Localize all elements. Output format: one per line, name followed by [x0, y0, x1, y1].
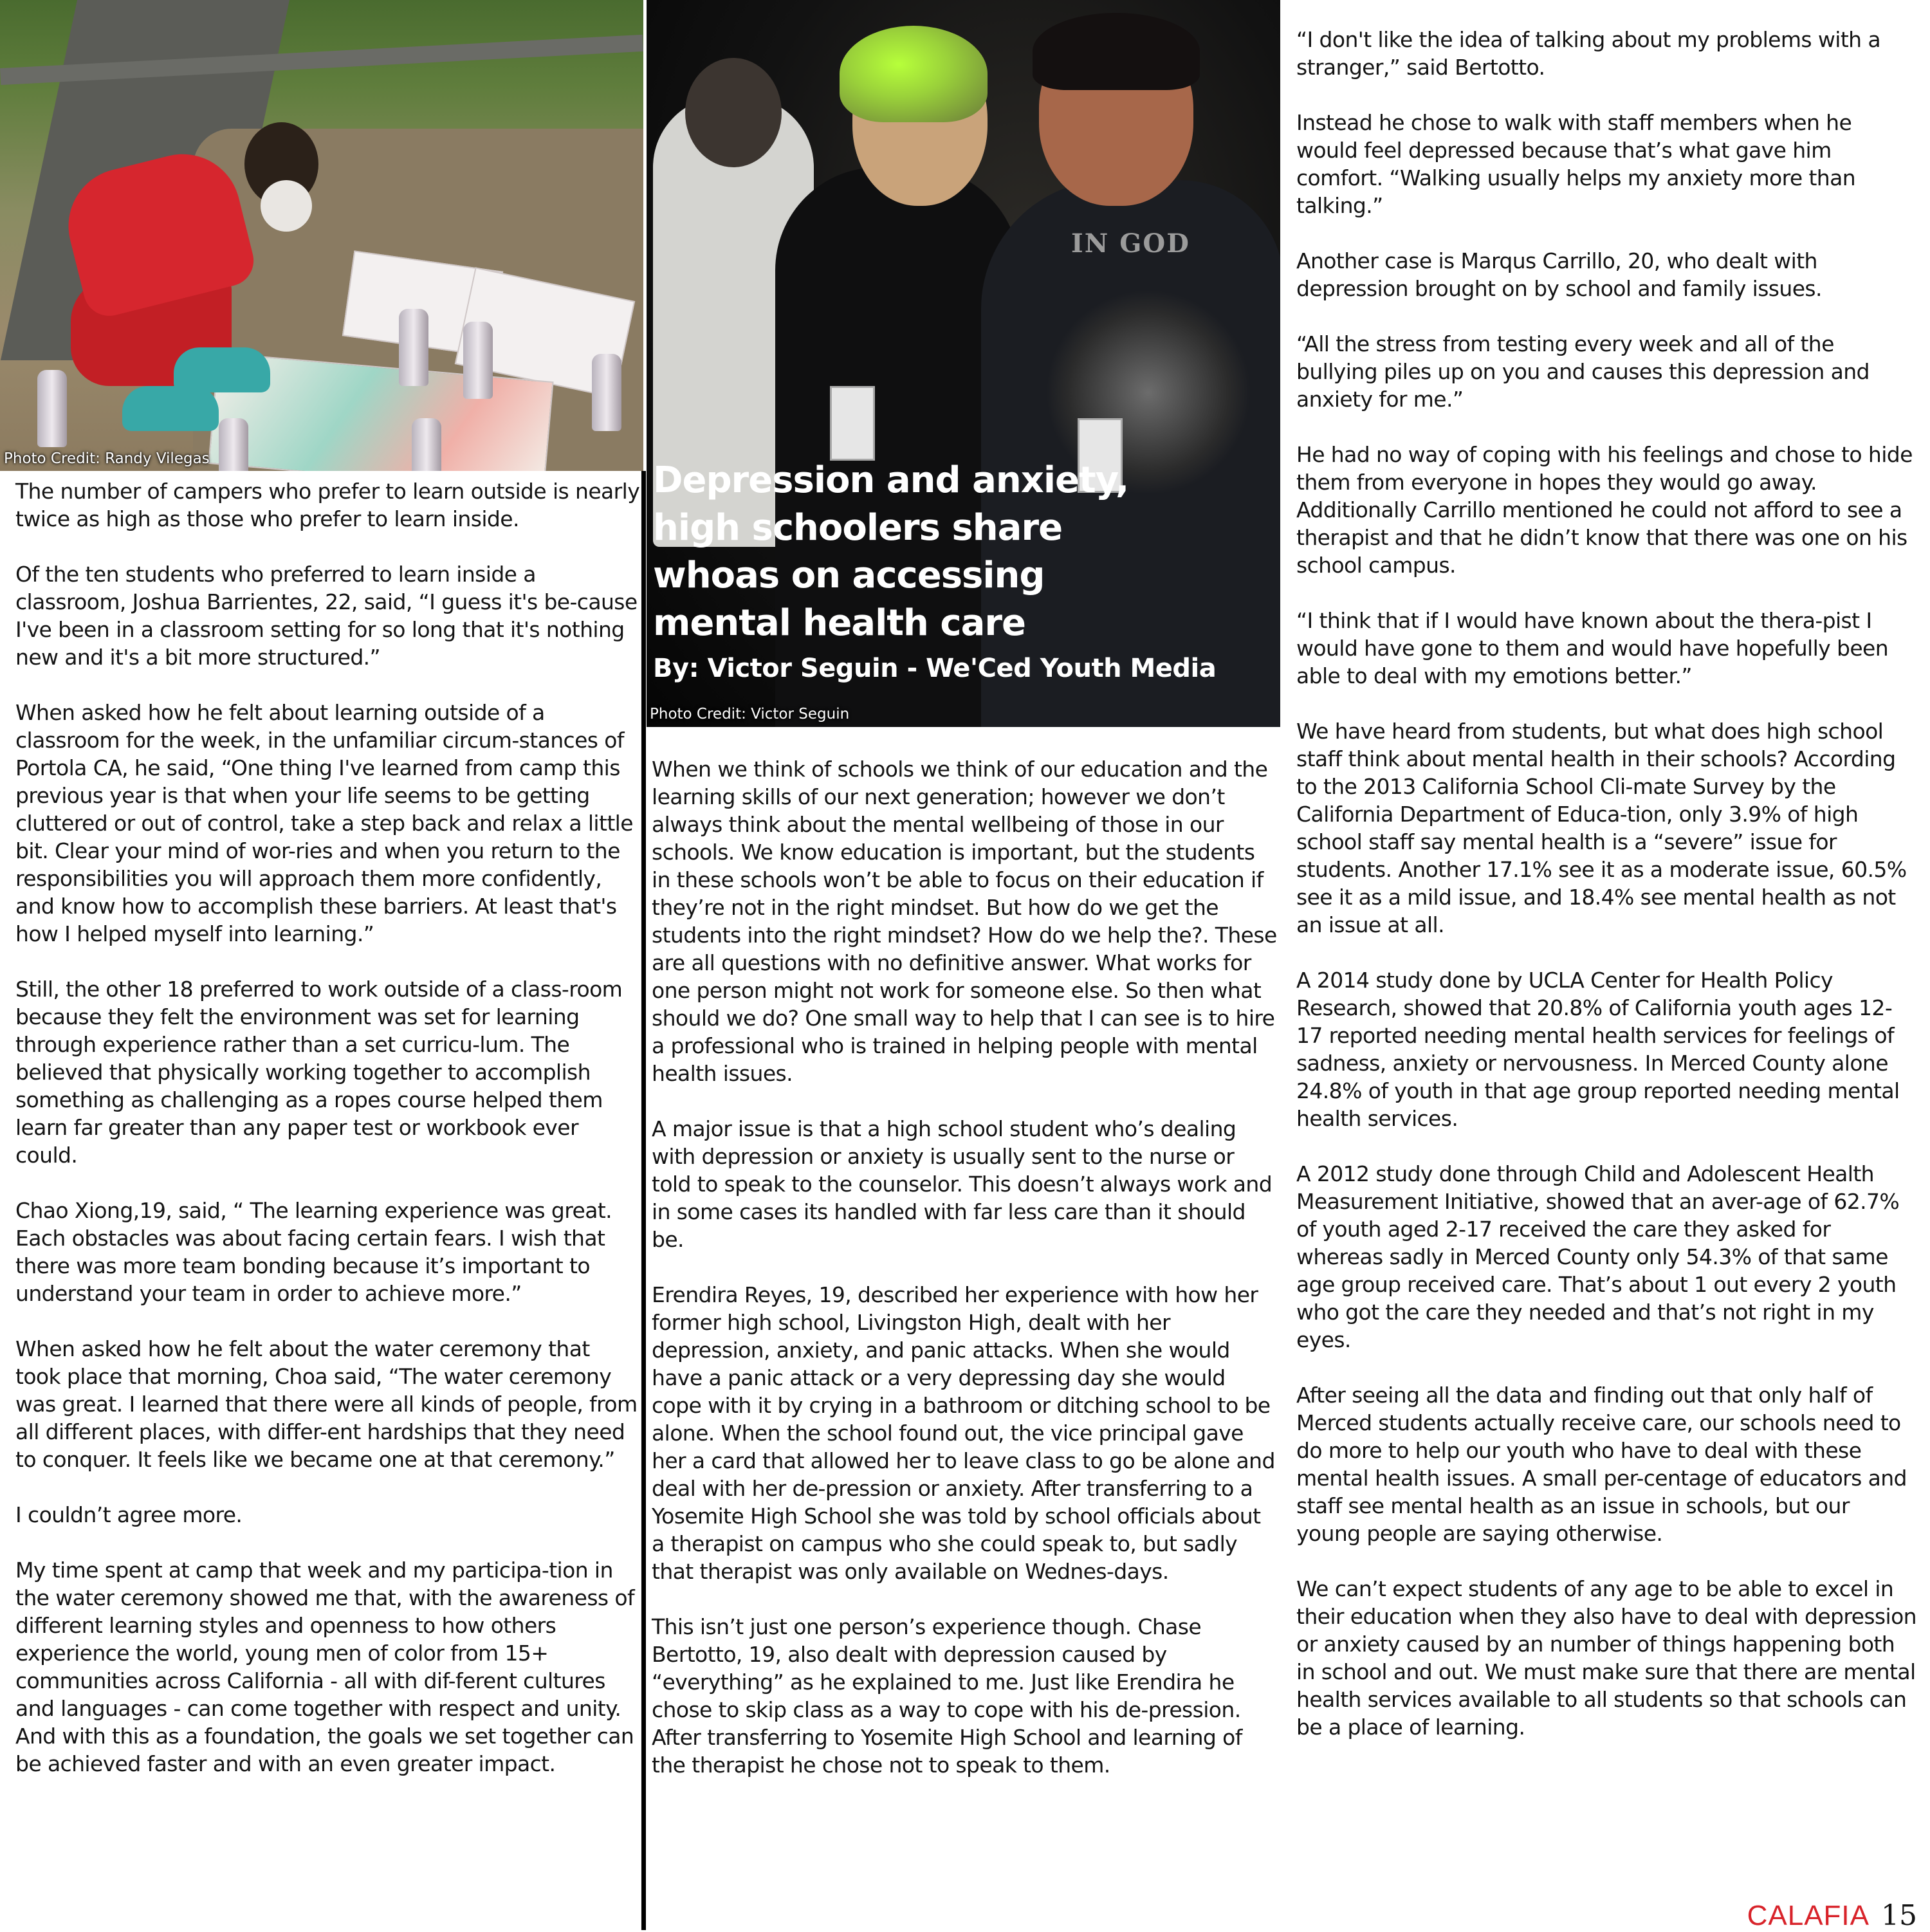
- sneaker: [174, 347, 270, 392]
- photo-credit-center: Photo Credit: Victor Seguin: [650, 706, 850, 722]
- paragraph: My time spent at camp that week and my participa-tion in the water ceremony showed me that, with the awareness of different learning styles and openness to how others experience the world, young men of color from 15+ communities across California - all with dif-ferent cultures and languages - can come together with respect and unity. And with this as a foundation, the goals we set together can be achieved faster and with an even greater impact.: [15, 1558, 635, 1776]
- headline-line: mental health care: [653, 602, 1025, 644]
- column-divider: [641, 471, 646, 1930]
- left-text-column: [15, 477, 641, 1778]
- paragraph: “All the stress from testing every week and all of the bullying piles up on you and causes this depression and anxiety for me.”: [1296, 331, 1870, 412]
- headline-line: Depression and anxiety,: [653, 459, 1129, 501]
- lanyard-badge: [830, 386, 875, 461]
- photo-person-left-head: [685, 58, 782, 167]
- shirt-lettering: IN GOD: [1071, 228, 1190, 259]
- photo-person-right-hair: [1033, 13, 1200, 90]
- article-byline: By: Victor Seguin - We'Ced Youth Media: [653, 654, 1217, 683]
- respirator-mask: [261, 180, 312, 232]
- sneaker: [122, 386, 219, 431]
- article-headline: [653, 457, 1271, 647]
- paragraph: A 2012 study done through Child and Adolescent Health Measurement Initiative, showed that an aver-age of 62.7% of youth aged 2-17 received the care they asked for whereas sadly in Merced County only 54.3% of that same age group received care. That’s about 1 out every 2 youth who got the care they needed and that’s not right in my eyes.: [1296, 1161, 1900, 1352]
- article-header: [653, 457, 1271, 683]
- paragraph: This isn’t just one person’s experience though. Chase Bertotto, 19, also dealt with depression caused by “everything” as he explained to me. Just like Erendira he chose to skip class as a way to cope with his de-pression. After transferring to Yosemite High School and learning of the therapist he chose not to speak to them.: [652, 1614, 1242, 1778]
- paragraph: Erendira Reyes, 19, described her experience with how her former high school, Livingston High, dealt with her depression, anxiety, and panic attacks. When she would have a panic attack or a very depressing day she would cope with it by crying in a bathroom or ditching school to be alone. When the school found out, the vice principal gave her a card that allowed her to leave class to go be alone and deal with her de-pression or anxiety. After transferring to a Yosemite High School she was told by school officials about a therapist on campus who she could speak to, but sadly that therapist was only available on Wednes-days.: [652, 1282, 1275, 1584]
- paragraph: He had no way of coping with his feelings and chose to hide them from everyone in hopes they would go away. Additionally Carrillo mentioned he could not afford to see a therapist and that he didn’t know that there was one on his school campus.: [1296, 442, 1913, 578]
- magazine-name: CALAFIA: [1747, 1900, 1870, 1931]
- paragraph: Chao Xiong,19, said, “ The learning experience was great. Each obstacles was about facing certain fears. I wish that there was more team bonding because it’s important to understand your team in order to achieve more.”: [15, 1198, 612, 1306]
- paragraph: Of the ten students who preferred to learn inside a classroom, Joshua Barrientes, 22, said, “I guess it's be-cause I've been in a classroom setting for so long that it's nothing new and it's a bit more structured.”: [15, 562, 638, 670]
- paragraph: A major issue is that a high school student who’s dealing with depression or anxiety is usually sent to the nurse or told to speak to the counselor. This doesn’t always work and in some cases its handled with far less care than it should be.: [652, 1116, 1273, 1252]
- headline-line: whoas on accessing: [653, 555, 1045, 596]
- spray-can: [412, 418, 441, 471]
- paragraph: I couldn’t agree more.: [15, 1502, 243, 1527]
- paragraph: The number of campers who prefer to learn outside is nearly twice as high as those who prefer to learn inside.: [15, 479, 640, 531]
- spray-can: [592, 354, 621, 431]
- spray-can: [219, 418, 248, 471]
- paragraph: We have heard from students, but what does high school staff think about mental health in their schools? According to the 2013 California School Cli-mate Survey by the California Department of Educa-tion, only 3.9% of high school staff say mental health is a “severe” issue for students. Another 17.1% see it as a moderate issue, 60.5% see it as a mild issue, and 18.4% see mental health as not an issue at all.: [1296, 719, 1907, 937]
- center-text-column: [652, 755, 1279, 1779]
- photo-person-center-hair: [840, 26, 988, 122]
- paragraph: After seeing all the data and finding out that only half of Merced students actually receive care, our schools need to do more to help our youth who have to deal with these mental health issues. A small per-centage of educators and staff see mental health as an issue in schools, but our young people are saying otherwise.: [1296, 1383, 1907, 1546]
- camp-photo: [0, 0, 643, 471]
- page-number: 15: [1881, 1899, 1917, 1932]
- paragraph: When asked how he felt about learning outside of a classroom for the week, in the unfamiliar circum-stances of Portola CA, he said, “One thing I've learned from camp this previous year is that when your life seems to be getting cluttered or out of control, take a step back and relax a little bit. Clear your mind of wor-ries and when you return to the responsibilities you will approach them more confidently, and know how to accomplish these barriers. At least that's how I helped myself into learning.”: [15, 700, 633, 946]
- spray-can: [399, 309, 428, 386]
- photo-credit-left: Photo Credit: Randy Vilegas: [4, 450, 210, 467]
- spray-can: [37, 370, 67, 447]
- right-text-column: [1296, 26, 1917, 1741]
- paragraph: Instead he chose to walk with staff members when he would feel depressed because that’s what gave him comfort. “Walking usually helps my anxiety more than talking.”: [1296, 110, 1856, 218]
- spray-can: [463, 322, 493, 399]
- paragraph: When asked how he felt about the water ceremony that took place that morning, Choa said, “The water ceremony was great. I learned that there were all kinds of people, from all different places, with differ-ent hardships that they need to conquer. It feels like we became one at that ceremony.”: [15, 1336, 638, 1472]
- paragraph: “I don't like the idea of talking about my problems with a stranger,” said Bertotto.: [1296, 27, 1880, 80]
- paragraph: A 2014 study done by UCLA Center for Health Policy Research, showed that 20.8% of California youth ages 12-17 reported needing mental health services for feelings of sadness, anxiety or nervousness. In Merced County alone 24.8% of youth in that age group reported needing mental health services.: [1296, 968, 1900, 1131]
- paragraph: We can’t expect students of any age to be able to excel in their education when they also have to deal with depression or anxiety caused by an number of things happening both in school and out. We must make sure that there are mental health services available to all students so that schools can be a place of learning.: [1296, 1576, 1916, 1740]
- paragraph: Still, the other 18 preferred to work outside of a class-room because they felt the environment was set for learning through experience rather than a set curricu-lum. The believed that physically working together to accomplish something as challenging as a ropes course helped them learn far greater than any paper test or workbook ever could.: [15, 977, 623, 1168]
- paragraph: “I think that if I would have known about the thera-pist I would have gone to them and would have hopefully been able to deal with my emotions better.”: [1296, 608, 1889, 688]
- page-footer: [1747, 1899, 1917, 1932]
- paragraph: When we think of schools we think of our education and the learning skills of our next generation; however we don’t always think about the mental wellbeing of those in our schools. We know education is important, but the students in these schools won’t be able to focus on their education if they’re not in the right mindset. But how do we get the students into the right mindset? How do we help the?. These are all questions with no definitive answer. What works for one person might not work for someone else. So then what should we do? One small way to help that I can see is to hire a professional who is trained in helping people with mental health issues.: [652, 757, 1277, 1086]
- paragraph: Another case is Marqus Carrillo, 20, who dealt with depression brought on by school and family issues.: [1296, 248, 1822, 301]
- headline-line: high schoolers share: [653, 507, 1063, 549]
